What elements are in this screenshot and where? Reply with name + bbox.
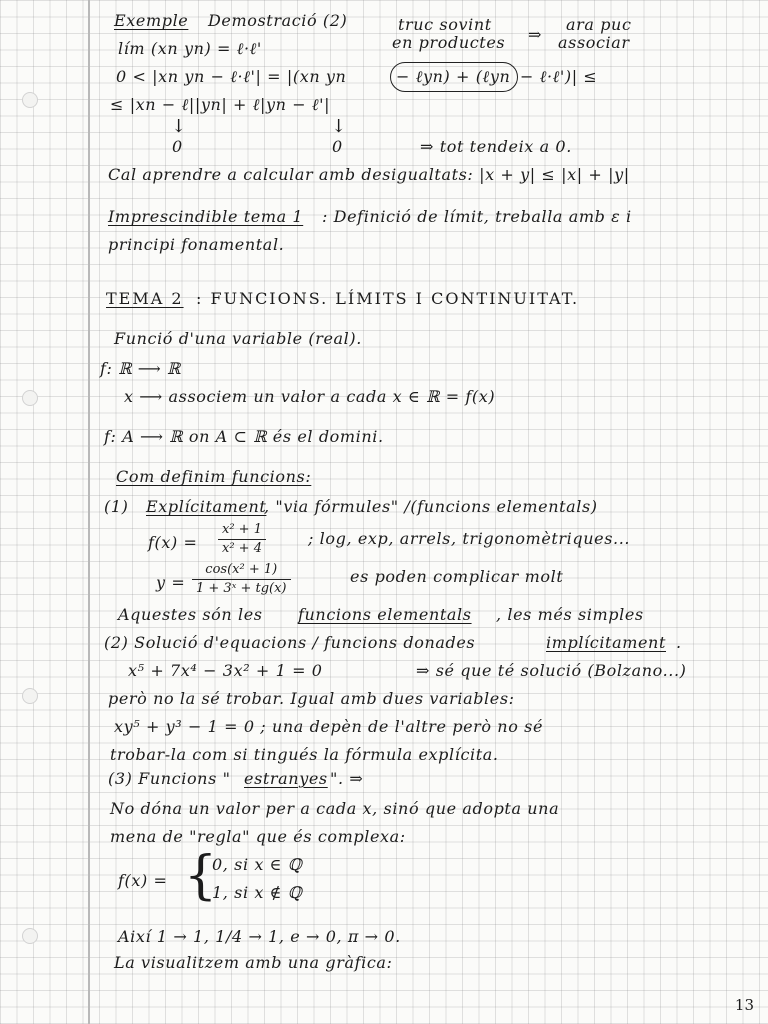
polynomial: x⁵ + 7x⁴ − 3x² + 1 = 0 [128,661,323,680]
fx-denominator: x² + 4 [222,541,262,556]
inequality-start: 0 < |xn yn − ℓ·ℓ'| = |(xn yn [116,67,347,86]
piecewise-left: f(x) = [118,871,168,890]
piecewise-case-2: 1, si x ∉ ℚ [212,883,303,902]
piecewise-brace: { [184,846,218,906]
page-number: 13 [734,996,754,1014]
aixi-line: Així 1 → 1, 1/4 → 1, e → 0, π → 0. [118,927,401,946]
exemple-title: Demostració (2) [208,11,348,30]
estranyes-start: (3) Funcions " [108,769,231,788]
fx-left: f(x) = [148,533,198,552]
circled-term: − ℓyn) + (ℓyn [396,67,511,86]
solucio-end: . [676,633,682,652]
solucio-underlined: implícitament [546,633,666,652]
xy-line: xy⁵ + y³ − 1 = 0 ; una depèn de l'altre però no sé [114,717,544,736]
note-truc: truc sovint [398,15,492,34]
aquestes-underlined: funcions elementals [298,605,472,624]
estranyes-end: ". ⇒ [330,769,364,788]
note-associar: associar [558,33,630,52]
inequality-second: ≤ |xn − ℓ||yn| + ℓ|yn − ℓ'| [110,95,331,114]
fx-fraction [218,522,266,557]
implies-arrow: ⇒ [528,25,543,44]
explicit-number: (1) [104,497,129,516]
fx-right: ; log, exp, arrels, trigonomètriques... [308,529,631,548]
trobar-line: trobar-la com si tingués la fórmula explícita. [110,745,499,764]
polynomial-note: ⇒ sé que té solució (Bolzano...) [416,661,687,680]
punch-hole [22,688,38,704]
com-definim: Com definim funcions: [116,467,312,486]
margin-line [88,0,90,1024]
principi-line: principi fonamental. [108,235,285,254]
tends-to-zero: ⇒ tot tendeix a 0. [420,137,572,156]
funcio-line: Funció d'una variable (real). [114,329,362,348]
tema-title: : FUNCIONS. LÍMITS I CONTINUITAT. [196,289,580,308]
solucio-start: (2) Solució d'equacions / funcions donades [104,633,476,652]
tema-label: TEMA 2 [106,289,184,308]
punch-hole [22,390,38,406]
zero-left: 0 [172,137,183,156]
explicit-label: Explícitament [146,497,267,516]
note-en-productes: en productes [392,33,506,52]
punch-hole [22,92,38,108]
down-arrow: ↓ [171,116,187,137]
aquestes-start: Aquestes són les [118,605,263,624]
explicit-rest: , "via fórmules" /(funcions elementals) [264,497,598,516]
no-dona-line: No dóna un valor per a cada x, sinó que adopta una [110,799,560,818]
aquestes-end: , les més simples [496,605,644,624]
inequality-end: − ℓ·ℓ')| ≤ [520,67,598,86]
f-r-line: f: ℝ ⟶ ℝ [100,359,181,378]
exemple-label: Exemple [114,11,189,30]
f-a-line: f: A ⟶ ℝ on A ⊂ ℝ és el domini. [104,427,384,446]
pero-line: però no la sé trobar. Igual amb dues variables: [108,689,515,708]
imprescindible-rest: : Definició de límit, treballa amb ε i [322,207,632,226]
imprescindible-label: Imprescindible tema 1 [108,207,304,226]
down-arrow: ↓ [331,116,347,137]
cal-aprendre: Cal aprendre a calcular amb desigualtats: |x + y| ≤ |x| + |y| [108,165,630,184]
fx-numerator: x² + 1 [218,522,266,540]
piecewise-case-1: 0, si x ∈ ℚ [212,855,303,874]
mena-line: mena de "regla" que és complexa: [110,827,406,846]
estranyes-underlined: estranyes [244,769,328,788]
y-denominator: 1 + 3ˣ + tg(x) [196,581,287,596]
limit-line: lím (xn yn) = ℓ·ℓ' [118,39,262,58]
y-left: y = [156,573,186,592]
note-ara-puc: ara puc [566,15,632,34]
y-right: es poden complicar molt [350,567,564,586]
visualitzem-line: La visualitzem amb una gràfica: [114,953,393,972]
x-assoc-line: x ⟶ associem un valor a cada x ∈ ℝ = f(x) [124,387,496,406]
y-numerator: cos(x² + 1) [192,562,291,580]
zero-right: 0 [332,137,343,156]
y-fraction [192,562,291,597]
punch-hole [22,928,38,944]
